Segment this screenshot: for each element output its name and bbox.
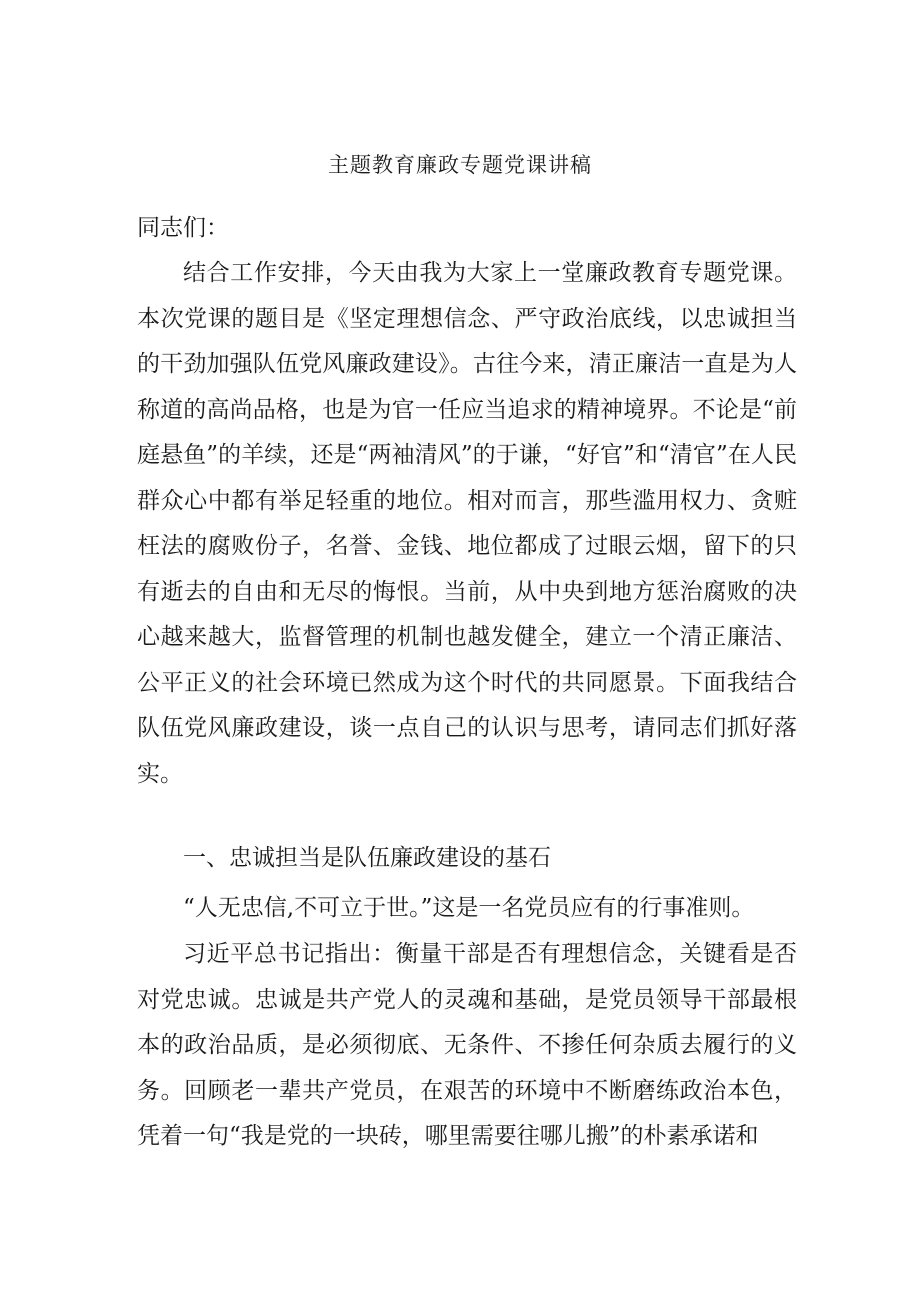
body-paragraph-1: 结合工作安排，今天由我为大家上一堂廉政教育专题党课。本次党课的题目是《坚定理想信念、严守政治底线，以忠诚担当的干劲加强队伍党风廉政建设》。古往今来，清正廉洁一直是为人称道的高尚品格，也是为官一任应当追求的精神境界。不论是“前庭悬鱼”的羊续，还是“两袖清风”的于谦，“好官”和“清官”在人民群众心中都有举足轻重的地位。相对而言，那些滥用权力、贪赃枉法的腐败份子，名誉、金钱、地位都成了过眼云烟，留下的只有逝去的自由和无尽的悔恨。当前，从中央到地方惩治腐败的决心越来越大，监督管理的机制也越发健全，建立一个清正廉洁、公平正义的社会环境已然成为这个时代的共同愿景。下面我结合队伍党风廉政建设，谈一点自己的认识与思考，请同志们抓好落实。 [137, 260, 797, 787]
section-heading-1: 一、忠诚担当是队伍廉政建设的基石 [183, 845, 551, 871]
greeting: 同志们： [137, 215, 229, 241]
quote-paragraph: “人无忠信,不可立于世。”这是一名党员应有的行事准则。 [183, 895, 755, 921]
body-paragraph-2: 习近平总书记指出：衡量干部是否有理想信念，关键看是否对党忠诚。忠诚是共产党人的灵魂和基础，是党员领导干部最根本的政治品质，是必须彻底、无条件、不掺任何杂质去履行的义务。回顾老一辈共产党员，在艰苦的环境中不断磨练政治本色，凭着一句“我是党的一块砖，哪里需要往哪儿搬”的朴素承诺和 [137, 941, 797, 1149]
document-title: 主题教育廉政专题党课讲稿 [328, 153, 592, 177]
